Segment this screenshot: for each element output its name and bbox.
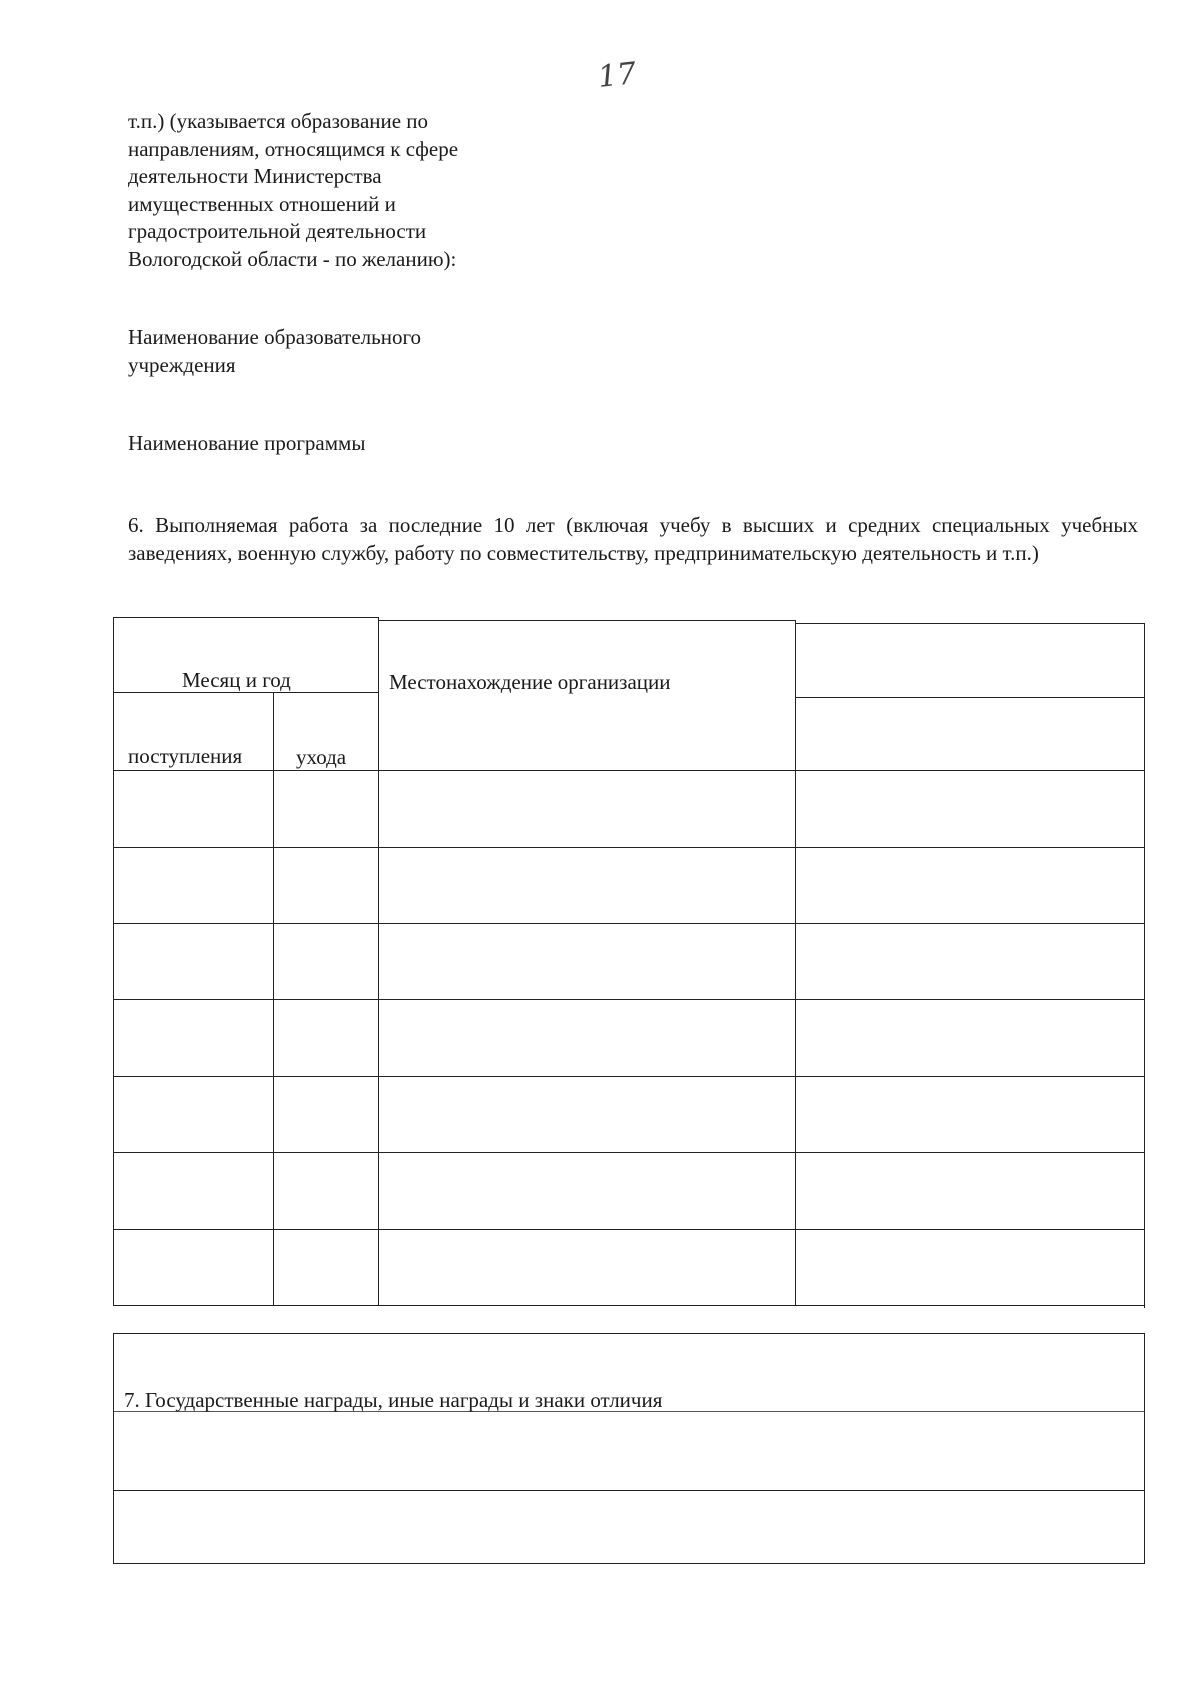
education-note-line: направлениям, относящимся к сфере xyxy=(128,136,459,161)
table-row-divider xyxy=(113,1152,1145,1153)
education-note-line: деятельности Министерства xyxy=(128,164,382,188)
awards-border-bottom xyxy=(113,1563,1145,1564)
header-admission: поступления xyxy=(128,744,243,768)
institution-label-line: учреждения xyxy=(128,352,236,377)
awards-border-left xyxy=(113,1333,114,1563)
education-note-line: т.п.) (указывается образование по xyxy=(128,109,429,133)
column-divider-location xyxy=(378,617,379,1305)
column-divider-right xyxy=(795,620,796,1305)
table-border-bottom xyxy=(113,1305,1145,1306)
column-divider-admission-departure xyxy=(273,692,274,1305)
awards-border-right xyxy=(1144,1333,1145,1563)
awards-title: 7. Государственные награды, иные награды и знаки отличия xyxy=(124,1388,663,1412)
institution-label-line: Наименование образовательного xyxy=(128,325,422,349)
header-month-year: Месяц и год xyxy=(182,668,291,692)
table-row-divider xyxy=(113,1076,1145,1077)
table-row-divider xyxy=(113,923,1145,924)
education-note xyxy=(128,108,548,273)
awards-row-divider xyxy=(113,1490,1145,1491)
education-note-line: имущественных отношений и xyxy=(128,191,396,216)
awards-border-top xyxy=(113,1333,1145,1334)
table-row-divider xyxy=(113,1229,1145,1230)
page-number: 17 xyxy=(596,56,638,95)
header-split-right xyxy=(795,697,1145,698)
table-border-left xyxy=(113,617,114,1305)
education-note-line: градостроительной деятельности xyxy=(128,219,427,243)
table-row-divider xyxy=(113,847,1145,848)
header-departure: ухода xyxy=(296,745,347,769)
table-border-right xyxy=(1144,623,1145,1308)
table-border-top-mid xyxy=(378,620,795,621)
table-border-top-right xyxy=(795,623,1145,624)
education-note-line: Вологодской области - по желанию): xyxy=(128,246,457,271)
table-border-top-left xyxy=(113,617,378,618)
program-label: Наименование программы xyxy=(128,431,366,455)
table-row-divider xyxy=(113,770,1145,771)
section6-heading: 6. Выполняемая работа за последние 10 лет (включая учебу в высших и средних специальных учебных заведениях, военную службу, работу по совместительству, предпринимательскую деятельность и т.п.) xyxy=(128,513,1138,565)
table-row-divider xyxy=(113,999,1145,1000)
institution-label xyxy=(128,324,421,379)
header-location: Местонахождение организации xyxy=(389,670,671,694)
